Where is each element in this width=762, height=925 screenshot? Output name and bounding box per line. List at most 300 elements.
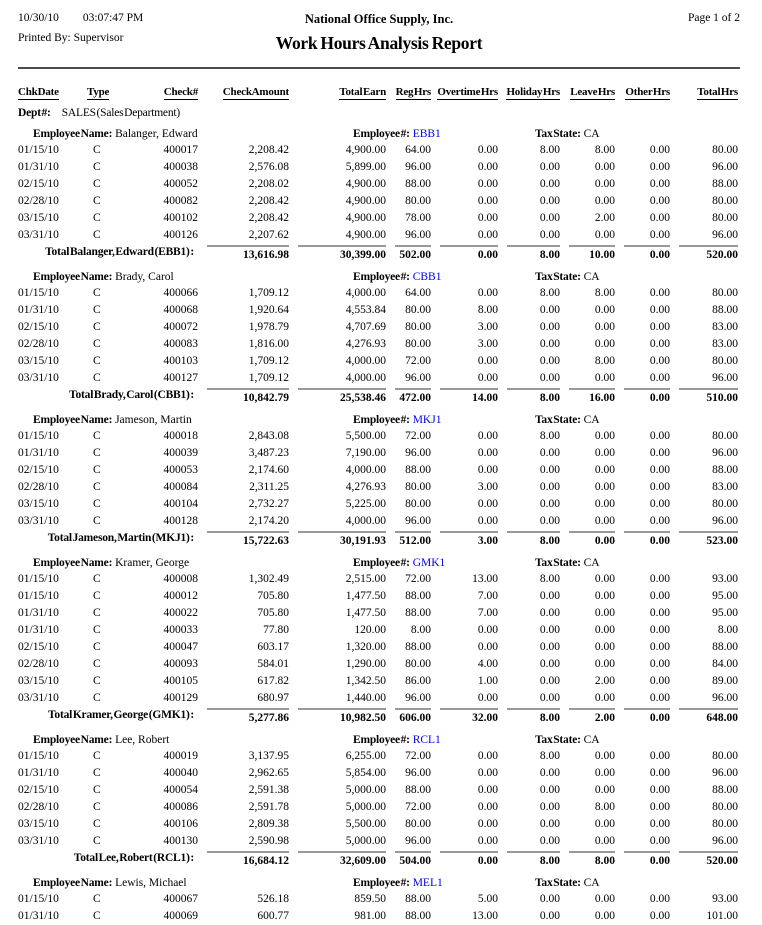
- page-indicator: Page 1 of 2: [687, 12, 740, 24]
- cell-type: C: [93, 607, 101, 619]
- cell-total-hrs: 80.00: [712, 212, 738, 224]
- table-row: [18, 496, 740, 513]
- cell-total-hrs: 96.00: [712, 229, 738, 241]
- cell-holiday-hrs: 0.00: [539, 767, 560, 779]
- cell-overtime-hrs: 0.00: [477, 355, 498, 367]
- cell-chkdate: 01/15/10: [18, 893, 59, 905]
- cell-total-earn: 4,000.00: [345, 515, 386, 527]
- employee-name-label: Employee Name:: [33, 877, 113, 889]
- cell-check-num: 400039: [163, 447, 198, 459]
- company-name: National Office Supply, Inc.: [304, 12, 454, 26]
- cell-overtime-hrs: 3.00: [477, 338, 498, 350]
- cell-holiday-hrs: 8.00: [539, 573, 560, 585]
- cell-chkdate: 03/15/10: [18, 212, 59, 224]
- cell-overtime-hrs: 3.00: [477, 481, 498, 493]
- total-reg-hrs: 606.00: [395, 708, 431, 727]
- cell-holiday-hrs: 0.00: [539, 338, 560, 350]
- col-header-chkdate: ChkDate: [18, 86, 59, 98]
- table-row: [18, 210, 740, 227]
- cell-reg-hrs: 80.00: [405, 498, 431, 510]
- total-overtime-hrs: 3.00: [440, 531, 498, 550]
- cell-total-earn: 5,000.00: [345, 784, 386, 796]
- employee-section: [18, 127, 740, 264]
- cell-leave-hrs: 0.00: [594, 498, 615, 510]
- table-row: [18, 370, 740, 387]
- employee-total-row: [18, 851, 740, 870]
- cell-check-num: 400129: [163, 692, 198, 704]
- employee-name-value: Jameson, Martin: [115, 414, 192, 426]
- employee-header-row: [18, 733, 740, 748]
- table-row: [18, 673, 740, 690]
- cell-other-hrs: 0.00: [649, 498, 670, 510]
- table-row: [18, 479, 740, 496]
- cell-check-num: 400052: [163, 178, 198, 190]
- total-check-amount: 5,277.86: [207, 708, 289, 727]
- employee-name-value: Kramer, George: [115, 557, 190, 569]
- cell-reg-hrs: 80.00: [405, 818, 431, 830]
- cell-overtime-hrs: 0.00: [477, 161, 498, 173]
- cell-type: C: [93, 624, 101, 636]
- cell-overtime-hrs: 0.00: [477, 750, 498, 762]
- cell-other-hrs: 0.00: [649, 910, 670, 922]
- table-row: [18, 353, 740, 370]
- cell-overtime-hrs: 0.00: [477, 430, 498, 442]
- cell-leave-hrs: 0.00: [594, 641, 615, 653]
- col-header-other-hrs: Other Hrs: [625, 86, 670, 98]
- cell-holiday-hrs: 0.00: [539, 464, 560, 476]
- table-row: [18, 782, 740, 799]
- cell-holiday-hrs: 0.00: [539, 321, 560, 333]
- cell-check-num: 400053: [163, 464, 198, 476]
- cell-check-num: 400083: [163, 338, 198, 350]
- cell-chkdate: 03/15/10: [18, 355, 59, 367]
- cell-check-num: 400022: [163, 607, 198, 619]
- total-total-earn: 30,399.00: [298, 245, 386, 264]
- col-header-reg-hrs: Reg Hrs: [395, 86, 431, 98]
- cell-check-num: 400017: [163, 144, 198, 156]
- cell-type: C: [93, 355, 101, 367]
- cell-other-hrs: 0.00: [649, 321, 670, 333]
- cell-total-earn: 1,342.50: [345, 675, 386, 687]
- cell-overtime-hrs: 0.00: [477, 692, 498, 704]
- cell-leave-hrs: 0.00: [594, 195, 615, 207]
- cell-overtime-hrs: 0.00: [477, 498, 498, 510]
- employee-total-label: Total Brady, Carol (CBB1) :: [69, 389, 194, 401]
- cell-reg-hrs: 96.00: [405, 372, 431, 384]
- tax-state-group: [535, 127, 740, 142]
- cell-chkdate: 01/31/10: [18, 304, 59, 316]
- total-check-amount: 16,684.12: [207, 851, 289, 870]
- cell-holiday-hrs: 8.00: [539, 750, 560, 762]
- cell-overtime-hrs: 1.00: [477, 675, 498, 687]
- table-row: [18, 285, 740, 302]
- employee-groups: [18, 127, 740, 925]
- cell-reg-hrs: 72.00: [405, 573, 431, 585]
- cell-leave-hrs: 0.00: [594, 607, 615, 619]
- table-row: [18, 336, 740, 353]
- cell-check-amount: 1,709.12: [248, 287, 289, 299]
- col-header-check-amount: Check Amount: [222, 86, 289, 98]
- cell-type: C: [93, 590, 101, 602]
- cell-check-amount: 1,709.12: [248, 372, 289, 384]
- cell-type: C: [93, 447, 101, 459]
- employee-number-value: GMK1: [412, 557, 446, 569]
- cell-check-num: 400106: [163, 818, 198, 830]
- cell-check-num: 400130: [163, 835, 198, 847]
- employee-total-label: Total Balanger, Edward (EBB1) :: [45, 246, 194, 258]
- tax-state-group: [535, 876, 740, 891]
- cell-reg-hrs: 88.00: [405, 464, 431, 476]
- cell-type: C: [93, 641, 101, 653]
- cell-reg-hrs: 64.00: [405, 144, 431, 156]
- header-divider: [18, 67, 740, 69]
- employee-number-value: MKJ1: [412, 414, 442, 426]
- cell-chkdate: 01/15/10: [18, 573, 59, 585]
- cell-leave-hrs: 0.00: [594, 430, 615, 442]
- cell-type: C: [93, 573, 101, 585]
- total-reg-hrs: 504.00: [395, 851, 431, 870]
- employee-name-label: Employee Name:: [33, 734, 113, 746]
- cell-check-amount: 2,591.78: [248, 801, 289, 813]
- cell-other-hrs: 0.00: [649, 607, 670, 619]
- total-reg-hrs: 512.00: [395, 531, 431, 550]
- cell-leave-hrs: 0.00: [594, 372, 615, 384]
- cell-other-hrs: 0.00: [649, 767, 670, 779]
- cell-reg-hrs: 78.00: [405, 212, 431, 224]
- cell-type: C: [93, 818, 101, 830]
- table-row: [18, 816, 740, 833]
- cell-reg-hrs: 80.00: [405, 321, 431, 333]
- cell-check-num: 400008: [163, 573, 198, 585]
- cell-total-earn: 1,477.50: [345, 590, 386, 602]
- cell-leave-hrs: 8.00: [594, 801, 615, 813]
- table-row: [18, 891, 740, 908]
- cell-reg-hrs: 86.00: [405, 675, 431, 687]
- cell-other-hrs: 0.00: [649, 304, 670, 316]
- cell-type: C: [93, 784, 101, 796]
- cell-leave-hrs: 0.00: [594, 161, 615, 173]
- total-total-earn: 32,609.00: [298, 851, 386, 870]
- cell-other-hrs: 0.00: [649, 515, 670, 527]
- cell-overtime-hrs: 0.00: [477, 464, 498, 476]
- cell-check-amount: 1,978.79: [248, 321, 289, 333]
- cell-total-earn: 4,276.93: [345, 338, 386, 350]
- cell-check-amount: 3,487.23: [248, 447, 289, 459]
- employee-total-row: [18, 245, 740, 264]
- tax-state-group: [535, 733, 740, 748]
- employee-name-value: Brady, Carol: [115, 271, 174, 283]
- tax-state-label: Tax State:: [535, 128, 581, 140]
- cell-chkdate: 02/28/10: [18, 658, 59, 670]
- cell-type: C: [93, 304, 101, 316]
- cell-check-num: 400104: [163, 498, 198, 510]
- cell-type: C: [93, 229, 101, 241]
- cell-check-amount: 3,137.95: [248, 750, 289, 762]
- cell-type: C: [93, 287, 101, 299]
- cell-type: C: [93, 161, 101, 173]
- cell-total-hrs: 96.00: [712, 161, 738, 173]
- table-row: [18, 142, 740, 159]
- cell-total-hrs: 80.00: [712, 430, 738, 442]
- cell-other-hrs: 0.00: [649, 784, 670, 796]
- cell-total-hrs: 89.00: [712, 675, 738, 687]
- cell-total-hrs: 88.00: [712, 304, 738, 316]
- cell-leave-hrs: 0.00: [594, 464, 615, 476]
- cell-total-hrs: 84.00: [712, 658, 738, 670]
- cell-check-amount: 600.77: [257, 910, 289, 922]
- cell-total-hrs: 88.00: [712, 641, 738, 653]
- total-check-amount: 15,722.63: [207, 531, 289, 550]
- cell-leave-hrs: 0.00: [594, 481, 615, 493]
- table-row: [18, 571, 740, 588]
- cell-total-earn: 5,000.00: [345, 801, 386, 813]
- cell-check-amount: 617.82: [257, 675, 289, 687]
- cell-total-hrs: 80.00: [712, 287, 738, 299]
- cell-reg-hrs: 96.00: [405, 229, 431, 241]
- total-leave-hrs: 2.00: [569, 708, 615, 727]
- tax-state-group: [535, 413, 740, 428]
- table-row: [18, 302, 740, 319]
- cell-reg-hrs: 80.00: [405, 304, 431, 316]
- cell-holiday-hrs: 8.00: [539, 144, 560, 156]
- cell-check-num: 400127: [163, 372, 198, 384]
- cell-check-amount: 2,311.25: [249, 481, 289, 493]
- cell-reg-hrs: 96.00: [405, 692, 431, 704]
- cell-overtime-hrs: 0.00: [477, 818, 498, 830]
- cell-check-num: 400067: [163, 893, 198, 905]
- cell-leave-hrs: 0.00: [594, 767, 615, 779]
- cell-total-earn: 4,900.00: [345, 178, 386, 190]
- cell-check-amount: 2,174.60: [248, 464, 289, 476]
- employee-number-group: [353, 270, 535, 285]
- cell-leave-hrs: 2.00: [594, 675, 615, 687]
- cell-check-amount: 705.80: [257, 590, 289, 602]
- cell-type: C: [93, 692, 101, 704]
- cell-chkdate: 02/28/10: [18, 195, 59, 207]
- cell-check-num: 400072: [163, 321, 198, 333]
- cell-reg-hrs: 88.00: [405, 590, 431, 602]
- employee-header-row: [18, 413, 740, 428]
- table-row: [18, 605, 740, 622]
- cell-leave-hrs: 0.00: [594, 750, 615, 762]
- cell-total-earn: 4,276.93: [345, 481, 386, 493]
- employee-total-label: Total Lee, Robert (RCL1) :: [73, 852, 194, 864]
- table-row: [18, 833, 740, 850]
- employee-number-group: [353, 556, 535, 571]
- cell-reg-hrs: 88.00: [405, 178, 431, 190]
- table-row: [18, 319, 740, 336]
- dept-label: Dept #:: [18, 107, 51, 119]
- cell-reg-hrs: 96.00: [405, 161, 431, 173]
- cell-total-hrs: 88.00: [712, 178, 738, 190]
- cell-chkdate: 02/15/10: [18, 464, 59, 476]
- cell-reg-hrs: 88.00: [405, 910, 431, 922]
- cell-overtime-hrs: 0.00: [477, 801, 498, 813]
- total-overtime-hrs: 0.00: [440, 245, 498, 264]
- cell-check-amount: 2,576.08: [248, 161, 289, 173]
- col-header-leave-hrs: Leave Hrs: [570, 86, 615, 98]
- cell-total-hrs: 101.00: [706, 910, 738, 922]
- tax-state-group: [535, 556, 740, 571]
- total-other-hrs: 0.00: [624, 388, 670, 407]
- cell-chkdate: 01/31/10: [18, 607, 59, 619]
- col-header-check-num: Check#: [163, 86, 198, 98]
- cell-overtime-hrs: 0.00: [477, 372, 498, 384]
- cell-type: C: [93, 835, 101, 847]
- cell-check-num: 400069: [163, 910, 198, 922]
- total-reg-hrs: 502.00: [395, 245, 431, 264]
- cell-check-amount: 2,732.27: [248, 498, 289, 510]
- cell-other-hrs: 0.00: [649, 590, 670, 602]
- cell-total-earn: 4,000.00: [345, 372, 386, 384]
- employee-name-group: [33, 556, 353, 571]
- cell-holiday-hrs: 0.00: [539, 515, 560, 527]
- cell-reg-hrs: 96.00: [405, 447, 431, 459]
- cell-total-earn: 1,290.00: [345, 658, 386, 670]
- employee-number-label: Employee #:: [353, 128, 410, 140]
- cell-check-amount: 584.01: [257, 658, 289, 670]
- cell-type: C: [93, 910, 101, 922]
- employee-header-row: [18, 876, 740, 891]
- cell-chkdate: 02/15/10: [18, 321, 59, 333]
- cell-total-hrs: 95.00: [712, 590, 738, 602]
- cell-total-earn: 4,900.00: [345, 144, 386, 156]
- total-total-earn: 30,191.93: [298, 531, 386, 550]
- total-leave-hrs: 0.00: [569, 531, 615, 550]
- col-header-holiday-hrs: Holiday Hrs: [506, 86, 560, 98]
- employee-number-group: [353, 733, 535, 748]
- tax-state-value: CA: [583, 128, 600, 140]
- total-other-hrs: 0.00: [624, 851, 670, 870]
- cell-other-hrs: 0.00: [649, 692, 670, 704]
- cell-check-amount: 2,591.38: [248, 784, 289, 796]
- employee-number-group: [353, 413, 535, 428]
- employee-number-group: [353, 876, 535, 891]
- total-other-hrs: 0.00: [624, 245, 670, 264]
- cell-type: C: [93, 338, 101, 350]
- cell-type: C: [93, 750, 101, 762]
- cell-holiday-hrs: 0.00: [539, 624, 560, 636]
- cell-chkdate: 03/31/10: [18, 372, 59, 384]
- total-other-hrs: 0.00: [624, 708, 670, 727]
- col-header-type: Type: [87, 86, 110, 98]
- table-row: [18, 639, 740, 656]
- cell-type: C: [93, 893, 101, 905]
- cell-overtime-hrs: 0.00: [477, 624, 498, 636]
- cell-type: C: [93, 144, 101, 156]
- cell-other-hrs: 0.00: [649, 818, 670, 830]
- cell-chkdate: 03/15/10: [18, 498, 59, 510]
- total-holiday-hrs: 8.00: [507, 388, 560, 407]
- cell-other-hrs: 0.00: [649, 161, 670, 173]
- employee-number-group: [353, 127, 535, 142]
- cell-holiday-hrs: 0.00: [539, 447, 560, 459]
- total-overtime-hrs: 14.00: [440, 388, 498, 407]
- cell-overtime-hrs: 0.00: [477, 641, 498, 653]
- cell-check-amount: 2,208.42: [248, 195, 289, 207]
- cell-check-num: 400102: [163, 212, 198, 224]
- cell-check-num: 400105: [163, 675, 198, 687]
- cell-type: C: [93, 767, 101, 779]
- tax-state-value: CA: [583, 271, 600, 283]
- cell-leave-hrs: 0.00: [594, 624, 615, 636]
- cell-other-hrs: 0.00: [649, 355, 670, 367]
- cell-check-num: 400068: [163, 304, 198, 316]
- cell-check-num: 400038: [163, 161, 198, 173]
- cell-holiday-hrs: 0.00: [539, 372, 560, 384]
- cell-total-earn: 4,900.00: [345, 229, 386, 241]
- table-row: [18, 193, 740, 210]
- cell-holiday-hrs: 0.00: [539, 607, 560, 619]
- cell-other-hrs: 0.00: [649, 372, 670, 384]
- table-row: [18, 622, 740, 639]
- table-row: [18, 176, 740, 193]
- cell-holiday-hrs: 0.00: [539, 195, 560, 207]
- tax-state-value: CA: [583, 414, 600, 426]
- cell-total-hrs: 8.00: [717, 624, 738, 636]
- cell-chkdate: 01/15/10: [18, 144, 59, 156]
- cell-overtime-hrs: 8.00: [477, 304, 498, 316]
- employee-name-group: [33, 270, 353, 285]
- cell-total-hrs: 96.00: [712, 692, 738, 704]
- cell-chkdate: 02/15/10: [18, 178, 59, 190]
- employee-section: [18, 413, 740, 550]
- cell-reg-hrs: 72.00: [405, 355, 431, 367]
- cell-chkdate: 03/15/10: [18, 818, 59, 830]
- report-title-row: [18, 32, 740, 58]
- cell-check-amount: 526.18: [257, 893, 289, 905]
- cell-reg-hrs: 80.00: [405, 195, 431, 207]
- cell-type: C: [93, 481, 101, 493]
- cell-total-earn: 5,225.00: [345, 498, 386, 510]
- cell-total-earn: 6,255.00: [345, 750, 386, 762]
- cell-reg-hrs: 96.00: [405, 515, 431, 527]
- col-header-total-earn: Total Earn: [339, 86, 386, 98]
- tax-state-label: Tax State:: [535, 557, 581, 569]
- cell-total-hrs: 83.00: [712, 321, 738, 333]
- cell-total-earn: 5,500.00: [345, 818, 386, 830]
- cell-total-earn: 5,854.00: [345, 767, 386, 779]
- cell-check-amount: 1,709.12: [248, 355, 289, 367]
- cell-check-num: 400086: [163, 801, 198, 813]
- cell-check-amount: 1,816.00: [248, 338, 289, 350]
- total-total-hrs: 523.00: [679, 531, 738, 550]
- employee-number-value: CBB1: [412, 271, 442, 283]
- cell-chkdate: 03/31/10: [18, 692, 59, 704]
- cell-holiday-hrs: 0.00: [539, 818, 560, 830]
- cell-chkdate: 02/15/10: [18, 641, 59, 653]
- cell-holiday-hrs: 0.00: [539, 161, 560, 173]
- tax-state-label: Tax State:: [535, 271, 581, 283]
- cell-total-earn: 2,515.00: [345, 573, 386, 585]
- table-row: [18, 445, 740, 462]
- tax-state-group: [535, 270, 740, 285]
- cell-type: C: [93, 801, 101, 813]
- employee-header-row: [18, 270, 740, 285]
- cell-reg-hrs: 88.00: [405, 893, 431, 905]
- cell-holiday-hrs: 0.00: [539, 910, 560, 922]
- cell-other-hrs: 0.00: [649, 447, 670, 459]
- cell-overtime-hrs: 0.00: [477, 767, 498, 779]
- total-total-hrs: 510.00: [679, 388, 738, 407]
- cell-holiday-hrs: 0.00: [539, 229, 560, 241]
- cell-leave-hrs: 0.00: [594, 178, 615, 190]
- cell-other-hrs: 0.00: [649, 641, 670, 653]
- cell-holiday-hrs: 0.00: [539, 178, 560, 190]
- cell-check-num: 400019: [163, 750, 198, 762]
- employee-section: [18, 270, 740, 407]
- cell-check-num: 400012: [163, 590, 198, 602]
